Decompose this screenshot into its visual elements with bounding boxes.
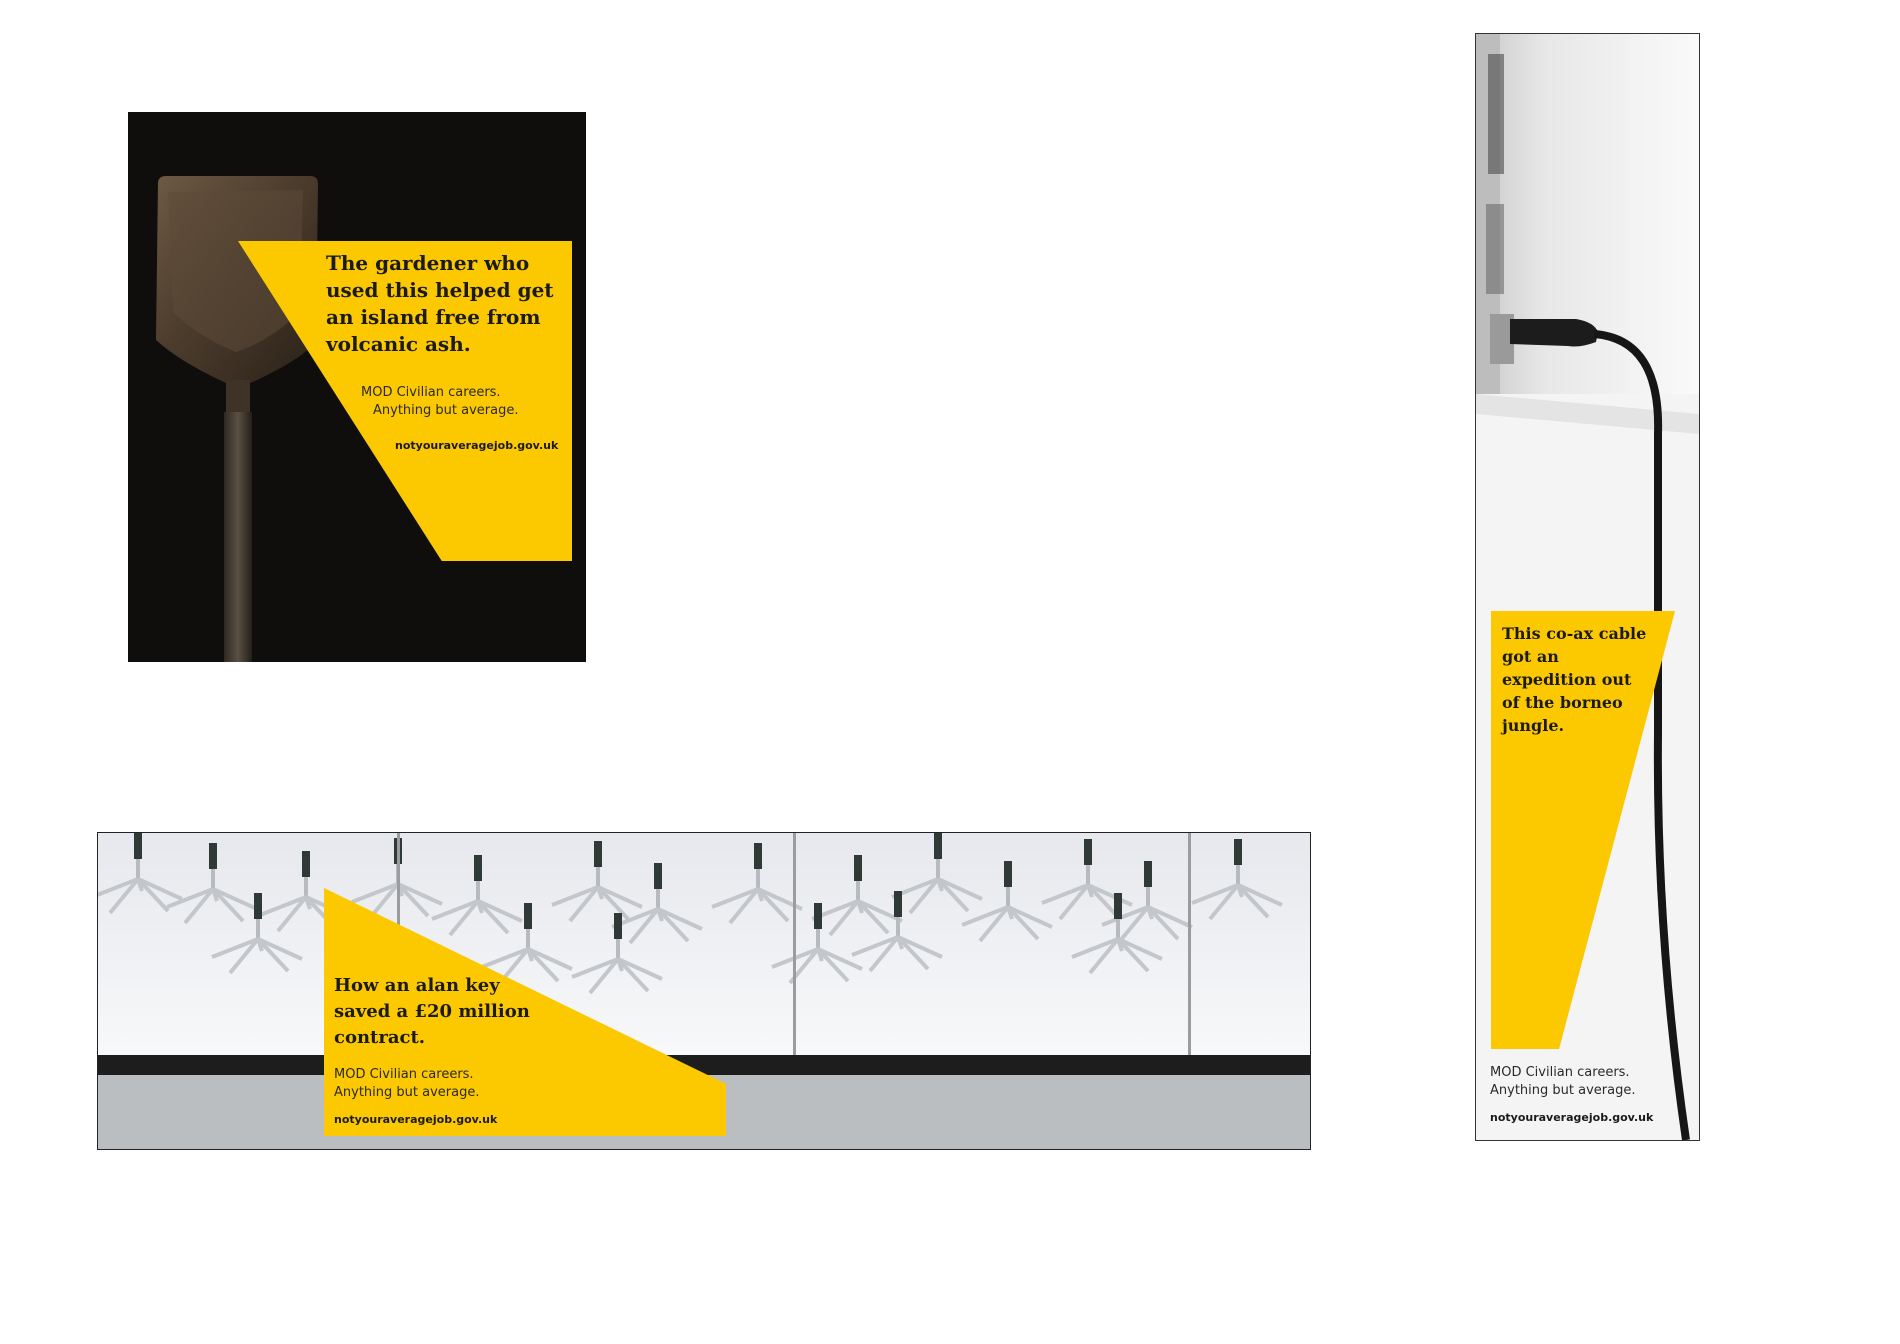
coax-cable-ad <box>1475 33 1700 1141</box>
ad-tagline: MOD Civilian careers. <box>1490 1065 1630 1080</box>
ad-headline: The gardener who used this helped get an island free from volcanic ash. <box>326 251 554 356</box>
ad-tagline: Anything but average. <box>373 403 519 418</box>
shovel-ad <box>128 112 586 662</box>
ad-tagline: Anything but average. <box>1490 1083 1636 1098</box>
ad-tagline: MOD Civilian careers. <box>334 1067 474 1082</box>
ad-tagline: Anything but average. <box>334 1085 480 1100</box>
ad-headline: This co-ax cable got an expedition out of the borneo jungle. <box>1502 624 1647 735</box>
ad-url-link[interactable]: notyouraveragejob.gov.uk <box>1490 1111 1654 1124</box>
ad-tagline: MOD Civilian careers. <box>361 385 501 400</box>
ad-url-link[interactable]: notyouraveragejob.gov.uk <box>334 1113 498 1126</box>
office-chairs-ad <box>97 832 1311 1150</box>
ad-headline: How an alan key saved a £20 million contract. <box>334 975 530 1048</box>
ad-url-link[interactable]: notyouraveragejob.gov.uk <box>395 439 559 452</box>
